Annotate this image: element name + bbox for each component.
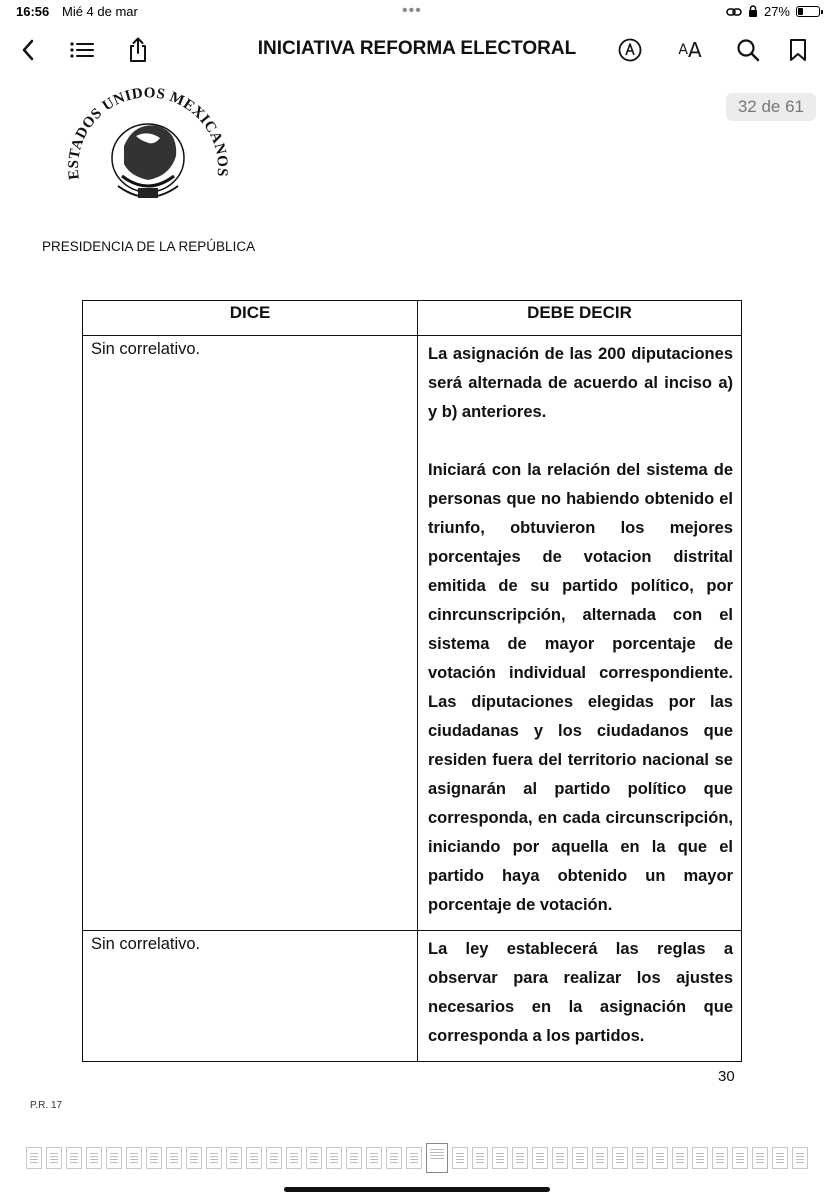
page-counter: 32 de 61 bbox=[726, 93, 816, 121]
status-bar bbox=[0, 0, 834, 24]
share-icon[interactable] bbox=[124, 36, 152, 64]
page-thumbnail[interactable] bbox=[226, 1147, 242, 1169]
page-thumbnail[interactable] bbox=[106, 1147, 122, 1169]
page-thumbnail[interactable] bbox=[472, 1147, 488, 1169]
page-thumbnail[interactable] bbox=[452, 1147, 468, 1169]
page-thumbnail[interactable] bbox=[326, 1147, 342, 1169]
dice-cell: Sin correlativo. bbox=[83, 931, 418, 1062]
page-number: 30 bbox=[718, 1068, 735, 1085]
page-thumbnail[interactable] bbox=[66, 1147, 82, 1169]
header-debe-decir: DEBE DECIR bbox=[418, 301, 742, 336]
page-thumbnail[interactable] bbox=[652, 1147, 668, 1169]
page-thumbnail[interactable] bbox=[552, 1147, 568, 1169]
page-thumbnail[interactable] bbox=[186, 1147, 202, 1169]
page-thumbnail[interactable] bbox=[346, 1147, 362, 1169]
battery-icon bbox=[796, 6, 820, 17]
home-indicator[interactable] bbox=[284, 1187, 550, 1192]
page-thumbnail[interactable] bbox=[692, 1147, 708, 1169]
page-thumbnail[interactable] bbox=[632, 1147, 648, 1169]
paragraph: La ley establecerá las reglas a observar para realizar los ajustes necesarios en la asignación que corresponda a los partidos. bbox=[428, 940, 733, 1045]
status-right bbox=[726, 4, 820, 19]
page-thumbnail[interactable] bbox=[572, 1147, 588, 1169]
page-thumbnail[interactable] bbox=[386, 1147, 402, 1169]
orientation-lock-icon bbox=[748, 5, 758, 18]
page-thumbnail[interactable] bbox=[492, 1147, 508, 1169]
table-row bbox=[83, 931, 742, 1062]
list-icon[interactable] bbox=[68, 36, 96, 64]
seal-text: ESTADOS UNIDOS MEXICANOS bbox=[65, 85, 231, 181]
page-thumbnail[interactable] bbox=[532, 1147, 548, 1169]
page-thumbnail[interactable] bbox=[166, 1147, 182, 1169]
page-thumbnail[interactable] bbox=[512, 1147, 528, 1169]
battery-percent: 27% bbox=[763, 4, 790, 19]
multitasking-dots-icon[interactable]: ••• bbox=[402, 2, 422, 19]
table-row bbox=[83, 336, 742, 931]
page-thumbnail[interactable] bbox=[752, 1147, 768, 1169]
toolbar bbox=[0, 28, 834, 72]
page-thumbnail[interactable] bbox=[366, 1147, 382, 1169]
paragraph: Iniciará con la relación del sistema de personas que no habiendo obtenido el triunfo, obtuvieron los mejores porcentajes de votacion distrital emitida de su partido político, por cinrcunscripción, alternada con el sistema de mayor porcentaje de votación individual correspondiente. Las diputaciones elegidas por las ciudadanas y los ciudadanos que residen fuera del territorio nacional se asignarán al partido político que corresponda, en cada circunscripción, iniciando por aquella en la que el partido haya obtenido un mayor porcentaje de votación. bbox=[428, 461, 733, 914]
page-thumbnail[interactable] bbox=[406, 1147, 422, 1169]
page-thumbnail[interactable] bbox=[86, 1147, 102, 1169]
link-icon bbox=[726, 7, 742, 17]
thumbnail-strip[interactable] bbox=[0, 1138, 834, 1178]
page-thumbnail[interactable] bbox=[612, 1147, 628, 1169]
bookmark-icon[interactable] bbox=[784, 36, 812, 64]
status-date: Mié 4 de mar bbox=[62, 4, 138, 19]
coat-of-arms-seal bbox=[64, 76, 232, 224]
page-thumbnail[interactable] bbox=[306, 1147, 322, 1169]
debe-decir-cell bbox=[418, 931, 742, 1062]
page-thumbnail[interactable] bbox=[146, 1147, 162, 1169]
comparison-table bbox=[82, 300, 742, 1062]
text-size-small-label: A bbox=[678, 42, 688, 58]
header-dice: DICE bbox=[83, 301, 418, 336]
document-title[interactable]: INICIATIVA REFORMA ELECTORAL bbox=[257, 38, 577, 59]
footer-code: P.R. 17 bbox=[30, 1100, 63, 1111]
markup-icon[interactable] bbox=[616, 36, 644, 64]
dice-cell: Sin correlativo. bbox=[83, 336, 418, 931]
presidencia-label: PRESIDENCIA DE LA REPÚBLICA bbox=[42, 239, 256, 254]
page-thumbnail[interactable] bbox=[712, 1147, 728, 1169]
page-thumbnail[interactable] bbox=[772, 1147, 788, 1169]
current-page-thumbnail[interactable] bbox=[426, 1143, 448, 1173]
page-thumbnail[interactable] bbox=[286, 1147, 302, 1169]
text-size-large-label: A bbox=[687, 38, 702, 62]
status-time: 16:56 bbox=[16, 4, 50, 19]
page-thumbnail[interactable] bbox=[126, 1147, 142, 1169]
page-thumbnail[interactable] bbox=[672, 1147, 688, 1169]
page-thumbnail[interactable] bbox=[792, 1147, 808, 1169]
page-thumbnail[interactable] bbox=[26, 1147, 42, 1169]
page-thumbnail[interactable] bbox=[592, 1147, 608, 1169]
paragraph: La asignación de las 200 diputaciones será alternada de acuerdo al inciso a) y b) anteriores. bbox=[428, 345, 733, 421]
page-thumbnail[interactable] bbox=[246, 1147, 262, 1169]
search-icon[interactable] bbox=[734, 36, 762, 64]
page-thumbnail[interactable] bbox=[732, 1147, 748, 1169]
page-thumbnail[interactable] bbox=[46, 1147, 62, 1169]
table-header-row bbox=[83, 301, 742, 336]
back-icon[interactable] bbox=[14, 36, 42, 64]
page-thumbnail[interactable] bbox=[266, 1147, 282, 1169]
debe-decir-cell bbox=[418, 336, 742, 931]
text-size-icon[interactable] bbox=[674, 36, 706, 64]
page-thumbnail[interactable] bbox=[206, 1147, 222, 1169]
